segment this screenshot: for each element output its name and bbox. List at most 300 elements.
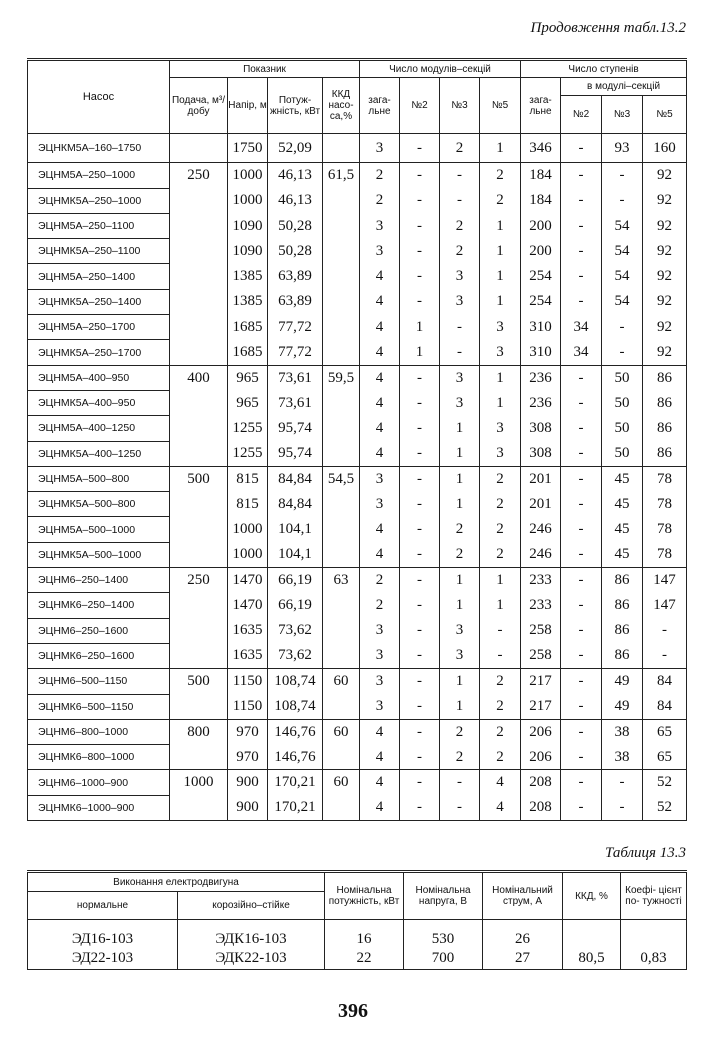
stages-no5-cell: - bbox=[643, 618, 687, 643]
modules-no3-cell: 3 bbox=[440, 643, 480, 668]
modules-no2-cell: - bbox=[400, 643, 440, 668]
stages-no2-cell: - bbox=[561, 365, 602, 390]
modules-total-cell: 4 bbox=[360, 517, 400, 542]
head-cell: 1000 bbox=[228, 188, 268, 213]
power-cell: 46,13 bbox=[268, 163, 323, 188]
modules-no5-cell: 1 bbox=[480, 213, 521, 238]
modules-no3-cell: 1 bbox=[440, 441, 480, 466]
stages-no5-cell: 86 bbox=[643, 416, 687, 441]
pump-name: ЭЦНМК5А–250–1100 bbox=[28, 239, 170, 264]
modules-no3-cell: 2 bbox=[440, 517, 480, 542]
table-row bbox=[28, 466, 687, 491]
modules-no5-cell: 1 bbox=[480, 264, 521, 289]
stages-no2-cell: - bbox=[561, 416, 602, 441]
pump-name: ЭЦНМ5А–250–1100 bbox=[28, 213, 170, 238]
modules-no3-cell: 1 bbox=[440, 416, 480, 441]
stages-no3-cell: 50 bbox=[602, 441, 643, 466]
stages-no2-cell: - bbox=[561, 289, 602, 314]
head-cell: 1000 bbox=[228, 542, 268, 567]
pump-name: ЭЦНМ6–500–1150 bbox=[28, 669, 170, 694]
pump-name: ЭЦНМ6–800–1000 bbox=[28, 719, 170, 744]
modules-no5-cell: 2 bbox=[480, 188, 521, 213]
modules-no3-cell: 2 bbox=[440, 745, 480, 770]
stages-total-cell: 310 bbox=[521, 340, 561, 365]
stages-no3-cell: 38 bbox=[602, 719, 643, 744]
header-modules: Число модулів–секцій bbox=[360, 60, 521, 78]
header-corrosion: корозійно–стійке bbox=[178, 892, 325, 920]
head-cell: 1090 bbox=[228, 213, 268, 238]
pump-name: ЭЦНМ6–250–1400 bbox=[28, 568, 170, 593]
modules-no5-cell: 1 bbox=[480, 365, 521, 390]
header-stages-no5: №5 bbox=[643, 96, 687, 134]
head-cell: 1385 bbox=[228, 289, 268, 314]
pump-name: ЭЦНМ5А–250–1700 bbox=[28, 315, 170, 340]
flow-cell: 500 bbox=[170, 466, 228, 567]
stages-no5-cell: 92 bbox=[643, 188, 687, 213]
modules-no2-cell: - bbox=[400, 492, 440, 517]
header-modules-no2: №2 bbox=[400, 78, 440, 134]
table-row bbox=[28, 719, 687, 744]
stages-total-cell: 246 bbox=[521, 542, 561, 567]
modules-no2-cell: - bbox=[400, 416, 440, 441]
header-power-factor: Коефі- цієнт по- тужності bbox=[621, 872, 687, 920]
motor-normal-cell: ЭД22-103 bbox=[28, 948, 178, 970]
power-cell: 73,61 bbox=[268, 390, 323, 415]
modules-no3-cell: 3 bbox=[440, 390, 480, 415]
table-13-3-caption: Таблиця 13.3 bbox=[605, 845, 686, 861]
modules-no5-cell: 2 bbox=[480, 517, 521, 542]
stages-no5-cell: 52 bbox=[643, 795, 687, 820]
modules-no2-cell: - bbox=[400, 188, 440, 213]
pump-name: ЭЦНМ5А–400–950 bbox=[28, 365, 170, 390]
pump-name: ЭЦНМ5А–250–1400 bbox=[28, 264, 170, 289]
table-13-2-header bbox=[28, 60, 687, 134]
modules-no3-cell: - bbox=[440, 340, 480, 365]
power-cell: 104,1 bbox=[268, 517, 323, 542]
stages-no5-cell: - bbox=[643, 643, 687, 668]
pump-name: ЭЦНМК5А–500–1000 bbox=[28, 542, 170, 567]
stages-total-cell: 208 bbox=[521, 795, 561, 820]
modules-no2-cell: - bbox=[400, 264, 440, 289]
modules-total-cell: 3 bbox=[360, 134, 400, 163]
pump-name: ЭЦНМК6–1000–900 bbox=[28, 795, 170, 820]
modules-no2-cell: - bbox=[400, 568, 440, 593]
head-cell: 965 bbox=[228, 390, 268, 415]
stages-no3-cell: - bbox=[602, 188, 643, 213]
power-cell: 77,72 bbox=[268, 340, 323, 365]
modules-total-cell: 4 bbox=[360, 289, 400, 314]
stages-no5-cell: 92 bbox=[643, 213, 687, 238]
table-row bbox=[28, 920, 687, 948]
stages-total-cell: 236 bbox=[521, 365, 561, 390]
head-cell: 1255 bbox=[228, 441, 268, 466]
head-cell: 900 bbox=[228, 770, 268, 795]
modules-no5-cell: - bbox=[480, 618, 521, 643]
stages-no3-cell: - bbox=[602, 163, 643, 188]
power-cell: 146,76 bbox=[268, 719, 323, 744]
stages-total-cell: 200 bbox=[521, 239, 561, 264]
stages-no2-cell: - bbox=[561, 188, 602, 213]
modules-total-cell: 4 bbox=[360, 340, 400, 365]
modules-no3-cell: 2 bbox=[440, 213, 480, 238]
stages-no5-cell: 92 bbox=[643, 163, 687, 188]
power-cell: 170,21 bbox=[268, 770, 323, 795]
modules-no5-cell: 1 bbox=[480, 134, 521, 163]
table-row bbox=[28, 365, 687, 390]
pump-name: ЭЦНКМ5А–160–1750 bbox=[28, 134, 170, 163]
stages-no3-cell: 45 bbox=[602, 517, 643, 542]
stages-no2-cell: - bbox=[561, 745, 602, 770]
head-cell: 815 bbox=[228, 492, 268, 517]
stages-total-cell: 233 bbox=[521, 568, 561, 593]
stages-no2-cell: - bbox=[561, 618, 602, 643]
modules-no2-cell: - bbox=[400, 239, 440, 264]
stages-no3-cell: 86 bbox=[602, 568, 643, 593]
stages-no2-cell: - bbox=[561, 492, 602, 517]
modules-no3-cell: 1 bbox=[440, 568, 480, 593]
modules-no2-cell: - bbox=[400, 134, 440, 163]
stages-no3-cell: 54 bbox=[602, 239, 643, 264]
modules-no3-cell: - bbox=[440, 163, 480, 188]
motor-corrosion-cell: ЭДК22-103 bbox=[178, 948, 325, 970]
modules-no2-cell: - bbox=[400, 542, 440, 567]
table-13-2 bbox=[27, 58, 687, 821]
stages-no2-cell: - bbox=[561, 390, 602, 415]
head-cell: 1000 bbox=[228, 163, 268, 188]
stages-no2-cell: - bbox=[561, 441, 602, 466]
stages-no5-cell: 147 bbox=[643, 568, 687, 593]
rated-voltage-cell: 700 bbox=[404, 948, 483, 970]
stages-no5-cell: 84 bbox=[643, 669, 687, 694]
modules-total-cell: 4 bbox=[360, 264, 400, 289]
head-cell: 1150 bbox=[228, 669, 268, 694]
stages-no2-cell: - bbox=[561, 163, 602, 188]
rated-power-cell: 22 bbox=[325, 948, 404, 970]
modules-no3-cell: 3 bbox=[440, 264, 480, 289]
head-cell: 970 bbox=[228, 745, 268, 770]
modules-no5-cell: 2 bbox=[480, 163, 521, 188]
modules-total-cell: 4 bbox=[360, 390, 400, 415]
modules-total-cell: 2 bbox=[360, 163, 400, 188]
modules-no5-cell: 1 bbox=[480, 390, 521, 415]
power-cell: 73,61 bbox=[268, 365, 323, 390]
modules-no3-cell: - bbox=[440, 795, 480, 820]
header-stages-no3: №3 bbox=[602, 96, 643, 134]
pump-name: ЭЦНМ5А–250–1000 bbox=[28, 163, 170, 188]
header-motor-efficiency: ККД, % bbox=[563, 872, 621, 920]
modules-no5-cell: 2 bbox=[480, 466, 521, 491]
modules-total-cell: 4 bbox=[360, 719, 400, 744]
head-cell: 815 bbox=[228, 466, 268, 491]
head-cell: 1685 bbox=[228, 340, 268, 365]
modules-no2-cell: - bbox=[400, 365, 440, 390]
stages-total-cell: 184 bbox=[521, 188, 561, 213]
stages-no3-cell: 45 bbox=[602, 466, 643, 491]
stages-total-cell: 254 bbox=[521, 264, 561, 289]
power-cell: 46,13 bbox=[268, 188, 323, 213]
stages-no3-cell: - bbox=[602, 795, 643, 820]
modules-total-cell: 3 bbox=[360, 618, 400, 643]
header-modules-no5: №5 bbox=[480, 78, 521, 134]
pump-name: ЭЦНМК5А–400–1250 bbox=[28, 441, 170, 466]
stages-no2-cell: - bbox=[561, 264, 602, 289]
head-cell: 1150 bbox=[228, 694, 268, 719]
stages-total-cell: 236 bbox=[521, 390, 561, 415]
modules-no3-cell: 2 bbox=[440, 719, 480, 744]
modules-no5-cell: 3 bbox=[480, 315, 521, 340]
stages-no3-cell: 45 bbox=[602, 542, 643, 567]
rated-current-cell: 26 bbox=[483, 920, 563, 948]
pump-name: ЭЦНМК5А–250–1400 bbox=[28, 289, 170, 314]
stages-no5-cell: 86 bbox=[643, 441, 687, 466]
header-power: Потуж- жність, кВт bbox=[268, 78, 323, 134]
modules-total-cell: 3 bbox=[360, 669, 400, 694]
modules-no5-cell: 1 bbox=[480, 568, 521, 593]
modules-no3-cell: 1 bbox=[440, 694, 480, 719]
power-factor-cell: 0,83 bbox=[621, 948, 687, 970]
stages-no3-cell: 86 bbox=[602, 593, 643, 618]
efficiency-cell: 60 bbox=[323, 719, 360, 770]
pump-name: ЭЦНМК5А–500–800 bbox=[28, 492, 170, 517]
modules-total-cell: 4 bbox=[360, 315, 400, 340]
modules-no2-cell: - bbox=[400, 163, 440, 188]
stages-no3-cell: 45 bbox=[602, 492, 643, 517]
header-stages-no2: №2 bbox=[561, 96, 602, 134]
table-row bbox=[28, 568, 687, 593]
stages-no2-cell: - bbox=[561, 643, 602, 668]
stages-no3-cell: 50 bbox=[602, 416, 643, 441]
pump-name: ЭЦНМК5А–250–1700 bbox=[28, 340, 170, 365]
rated-current-cell: 27 bbox=[483, 948, 563, 970]
stages-no5-cell: 92 bbox=[643, 264, 687, 289]
modules-no5-cell: 1 bbox=[480, 239, 521, 264]
efficiency-cell: 59,5 bbox=[323, 365, 360, 466]
stages-total-cell: 201 bbox=[521, 466, 561, 491]
stages-no5-cell: 78 bbox=[643, 542, 687, 567]
modules-no5-cell: 2 bbox=[480, 694, 521, 719]
table-row bbox=[28, 163, 687, 188]
modules-no3-cell: 3 bbox=[440, 289, 480, 314]
modules-no2-cell: 1 bbox=[400, 315, 440, 340]
stages-no3-cell: 49 bbox=[602, 669, 643, 694]
modules-total-cell: 3 bbox=[360, 492, 400, 517]
header-in-modules: в модулі–секцій bbox=[561, 78, 687, 96]
stages-no2-cell: - bbox=[561, 719, 602, 744]
stages-no2-cell: - bbox=[561, 239, 602, 264]
modules-no2-cell: - bbox=[400, 745, 440, 770]
stages-no2-cell: - bbox=[561, 669, 602, 694]
stages-no5-cell: 78 bbox=[643, 492, 687, 517]
stages-no2-cell: - bbox=[561, 542, 602, 567]
flow-cell: 800 bbox=[170, 719, 228, 770]
head-cell: 970 bbox=[228, 719, 268, 744]
modules-no5-cell: 2 bbox=[480, 542, 521, 567]
pump-name: ЭЦНМ6–250–1600 bbox=[28, 618, 170, 643]
modules-no3-cell: - bbox=[440, 188, 480, 213]
flow-cell bbox=[170, 134, 228, 163]
modules-no5-cell: 4 bbox=[480, 770, 521, 795]
modules-no2-cell: - bbox=[400, 390, 440, 415]
modules-no5-cell: - bbox=[480, 643, 521, 668]
header-indicators: Показник bbox=[170, 60, 360, 78]
stages-no2-cell: - bbox=[561, 694, 602, 719]
modules-total-cell: 2 bbox=[360, 568, 400, 593]
stages-no5-cell: 92 bbox=[643, 340, 687, 365]
power-cell: 52,09 bbox=[268, 134, 323, 163]
modules-no2-cell: - bbox=[400, 213, 440, 238]
pump-name: ЭЦНМ5А–500–1000 bbox=[28, 517, 170, 542]
modules-no3-cell: 2 bbox=[440, 239, 480, 264]
motor-efficiency-cell: 80,5 bbox=[563, 948, 621, 970]
rated-power-cell: 16 bbox=[325, 920, 404, 948]
power-cell: 50,28 bbox=[268, 213, 323, 238]
pump-name: ЭЦНМК6–250–1600 bbox=[28, 643, 170, 668]
stages-total-cell: 254 bbox=[521, 289, 561, 314]
stages-total-cell: 258 bbox=[521, 618, 561, 643]
stages-no2-cell: - bbox=[561, 134, 602, 163]
power-cell: 95,74 bbox=[268, 416, 323, 441]
stages-no5-cell: 52 bbox=[643, 770, 687, 795]
modules-no5-cell: 1 bbox=[480, 289, 521, 314]
flow-cell: 250 bbox=[170, 163, 228, 365]
pump-name: ЭЦНМК6–500–1150 bbox=[28, 694, 170, 719]
flow-cell: 1000 bbox=[170, 770, 228, 821]
stages-no2-cell: 34 bbox=[561, 315, 602, 340]
efficiency-cell: 63 bbox=[323, 568, 360, 669]
stages-total-cell: 184 bbox=[521, 163, 561, 188]
stages-no5-cell: 92 bbox=[643, 289, 687, 314]
modules-no5-cell: 4 bbox=[480, 795, 521, 820]
modules-no3-cell: 1 bbox=[440, 669, 480, 694]
table-row bbox=[28, 134, 687, 163]
header-pump: Насос bbox=[28, 60, 170, 134]
stages-total-cell: 201 bbox=[521, 492, 561, 517]
power-cell: 63,89 bbox=[268, 264, 323, 289]
header-modules-no3: №3 bbox=[440, 78, 480, 134]
stages-no3-cell: 54 bbox=[602, 264, 643, 289]
stages-no5-cell: 84 bbox=[643, 694, 687, 719]
head-cell: 1470 bbox=[228, 568, 268, 593]
modules-total-cell: 4 bbox=[360, 542, 400, 567]
modules-total-cell: 3 bbox=[360, 694, 400, 719]
header-rated-current: Номінальний струм, А bbox=[483, 872, 563, 920]
power-cell: 77,72 bbox=[268, 315, 323, 340]
continuation-caption: Продовження табл.13.2 bbox=[530, 20, 686, 36]
modules-no3-cell: 2 bbox=[440, 134, 480, 163]
power-cell: 84,84 bbox=[268, 466, 323, 491]
stages-no3-cell: 54 bbox=[602, 213, 643, 238]
stages-no3-cell: 50 bbox=[602, 365, 643, 390]
modules-no5-cell: 3 bbox=[480, 340, 521, 365]
motor-normal-cell: ЭД16-103 bbox=[28, 920, 178, 948]
efficiency-cell: 60 bbox=[323, 669, 360, 720]
stages-no3-cell: 38 bbox=[602, 745, 643, 770]
stages-no2-cell: 34 bbox=[561, 340, 602, 365]
header-normal: нормальне bbox=[28, 892, 178, 920]
motor-efficiency-cell bbox=[563, 920, 621, 948]
modules-no2-cell: - bbox=[400, 441, 440, 466]
head-cell: 1385 bbox=[228, 264, 268, 289]
stages-total-cell: 233 bbox=[521, 593, 561, 618]
stages-no2-cell: - bbox=[561, 213, 602, 238]
flow-cell: 400 bbox=[170, 365, 228, 466]
power-cell: 84,84 bbox=[268, 492, 323, 517]
header-motor-version: Виконання електродвигуна bbox=[28, 872, 325, 892]
modules-no2-cell: - bbox=[400, 719, 440, 744]
stages-total-cell: 308 bbox=[521, 416, 561, 441]
modules-no2-cell: - bbox=[400, 289, 440, 314]
stages-no3-cell: 86 bbox=[602, 643, 643, 668]
header-efficiency: ККД насо- са,% bbox=[323, 78, 360, 134]
pump-name: ЭЦНМ5А–500–800 bbox=[28, 466, 170, 491]
stages-no3-cell: 93 bbox=[602, 134, 643, 163]
head-cell: 1255 bbox=[228, 416, 268, 441]
modules-total-cell: 3 bbox=[360, 239, 400, 264]
rated-voltage-cell: 530 bbox=[404, 920, 483, 948]
head-cell: 1635 bbox=[228, 643, 268, 668]
header-rated-power: Номінальна потужність, кВт bbox=[325, 872, 404, 920]
stages-total-cell: 246 bbox=[521, 517, 561, 542]
modules-no5-cell: 2 bbox=[480, 492, 521, 517]
modules-no2-cell: - bbox=[400, 694, 440, 719]
efficiency-cell: 60 bbox=[323, 770, 360, 821]
modules-total-cell: 4 bbox=[360, 365, 400, 390]
stages-no5-cell: 86 bbox=[643, 365, 687, 390]
head-cell: 1750 bbox=[228, 134, 268, 163]
power-cell: 66,19 bbox=[268, 568, 323, 593]
modules-no5-cell: 2 bbox=[480, 745, 521, 770]
modules-total-cell: 4 bbox=[360, 441, 400, 466]
modules-no5-cell: 1 bbox=[480, 593, 521, 618]
header-flow: Подача, м³/ добу bbox=[170, 78, 228, 134]
modules-no3-cell: 1 bbox=[440, 492, 480, 517]
stages-total-cell: 310 bbox=[521, 315, 561, 340]
head-cell: 900 bbox=[228, 795, 268, 820]
stages-total-cell: 206 bbox=[521, 745, 561, 770]
efficiency-cell: 61,5 bbox=[323, 163, 360, 365]
header-stages-total: зага- льне bbox=[521, 78, 561, 134]
stages-total-cell: 346 bbox=[521, 134, 561, 163]
pump-name: ЭЦНМК5А–250–1000 bbox=[28, 188, 170, 213]
modules-total-cell: 4 bbox=[360, 770, 400, 795]
modules-no2-cell: - bbox=[400, 669, 440, 694]
modules-total-cell: 4 bbox=[360, 416, 400, 441]
pump-name: ЭЦНМК5А–400–950 bbox=[28, 390, 170, 415]
stages-total-cell: 308 bbox=[521, 441, 561, 466]
power-factor-cell bbox=[621, 920, 687, 948]
modules-no2-cell: - bbox=[400, 593, 440, 618]
header-stages: Число ступенів bbox=[521, 60, 687, 78]
stages-total-cell: 208 bbox=[521, 770, 561, 795]
stages-no5-cell: 92 bbox=[643, 315, 687, 340]
pump-name: ЭЦНМ6–1000–900 bbox=[28, 770, 170, 795]
stages-no5-cell: 65 bbox=[643, 745, 687, 770]
table-13-3 bbox=[27, 870, 687, 970]
efficiency-cell bbox=[323, 134, 360, 163]
head-cell: 1090 bbox=[228, 239, 268, 264]
power-cell: 63,89 bbox=[268, 289, 323, 314]
power-cell: 66,19 bbox=[268, 593, 323, 618]
stages-no2-cell: - bbox=[561, 770, 602, 795]
power-cell: 108,74 bbox=[268, 694, 323, 719]
stages-no3-cell: - bbox=[602, 315, 643, 340]
pump-name: ЭЦНМК6–800–1000 bbox=[28, 745, 170, 770]
power-cell: 104,1 bbox=[268, 542, 323, 567]
table-row bbox=[28, 948, 687, 970]
stages-no5-cell: 147 bbox=[643, 593, 687, 618]
efficiency-cell: 54,5 bbox=[323, 466, 360, 567]
modules-no3-cell: 1 bbox=[440, 593, 480, 618]
